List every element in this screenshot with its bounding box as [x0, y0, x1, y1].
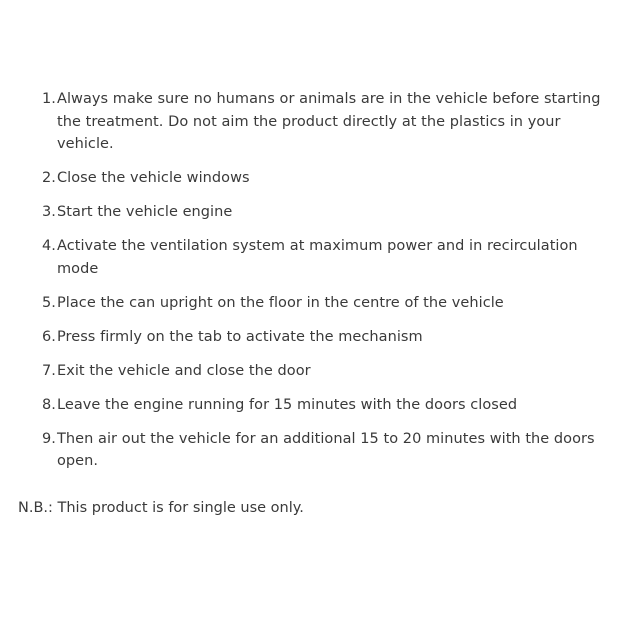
instruction-step [42, 394, 602, 417]
step-number: 1. [42, 91, 56, 107]
step-number: 8. [42, 396, 56, 413]
step-number: 9. [42, 430, 56, 447]
step-number: 4. [42, 238, 56, 254]
instruction-step [42, 292, 602, 315]
instruction-step [42, 201, 602, 224]
instruction-step [42, 235, 602, 280]
step-text: Then air out the vehicle for an additional 15 to 20 minutes with the doors open. [57, 430, 595, 469]
step-text: Place the can upright on the floor in the centre of the vehicle [57, 294, 504, 311]
single-use-note: N.B.: This product is for single use only. [18, 500, 304, 516]
step-text: Press firmly on the tab to activate the mechanism [57, 328, 423, 345]
instruction-steps-list [42, 88, 602, 484]
instruction-step [42, 428, 602, 473]
step-number: 3. [42, 204, 56, 220]
step-text: Start the vehicle engine [57, 204, 233, 220]
step-text: Always make sure no humans or animals are in the vehicle before starting the treatment. Do not aim the product directly at the plastics in your vehicle. [57, 91, 601, 152]
instruction-step [42, 88, 602, 156]
step-text: Close the vehicle windows [57, 170, 250, 186]
step-number: 6. [42, 328, 56, 345]
step-text: Leave the engine running for 15 minutes with the doors closed [57, 396, 518, 413]
instruction-step [42, 360, 602, 383]
step-text: Exit the vehicle and close the door [57, 362, 311, 379]
step-number: 2. [42, 170, 56, 186]
instruction-step [42, 167, 602, 190]
instruction-step [42, 326, 602, 349]
step-number: 5. [42, 294, 56, 311]
step-text: Activate the ventilation system at maximum power and in recirculation mode [57, 238, 578, 277]
step-number: 7. [42, 362, 56, 379]
